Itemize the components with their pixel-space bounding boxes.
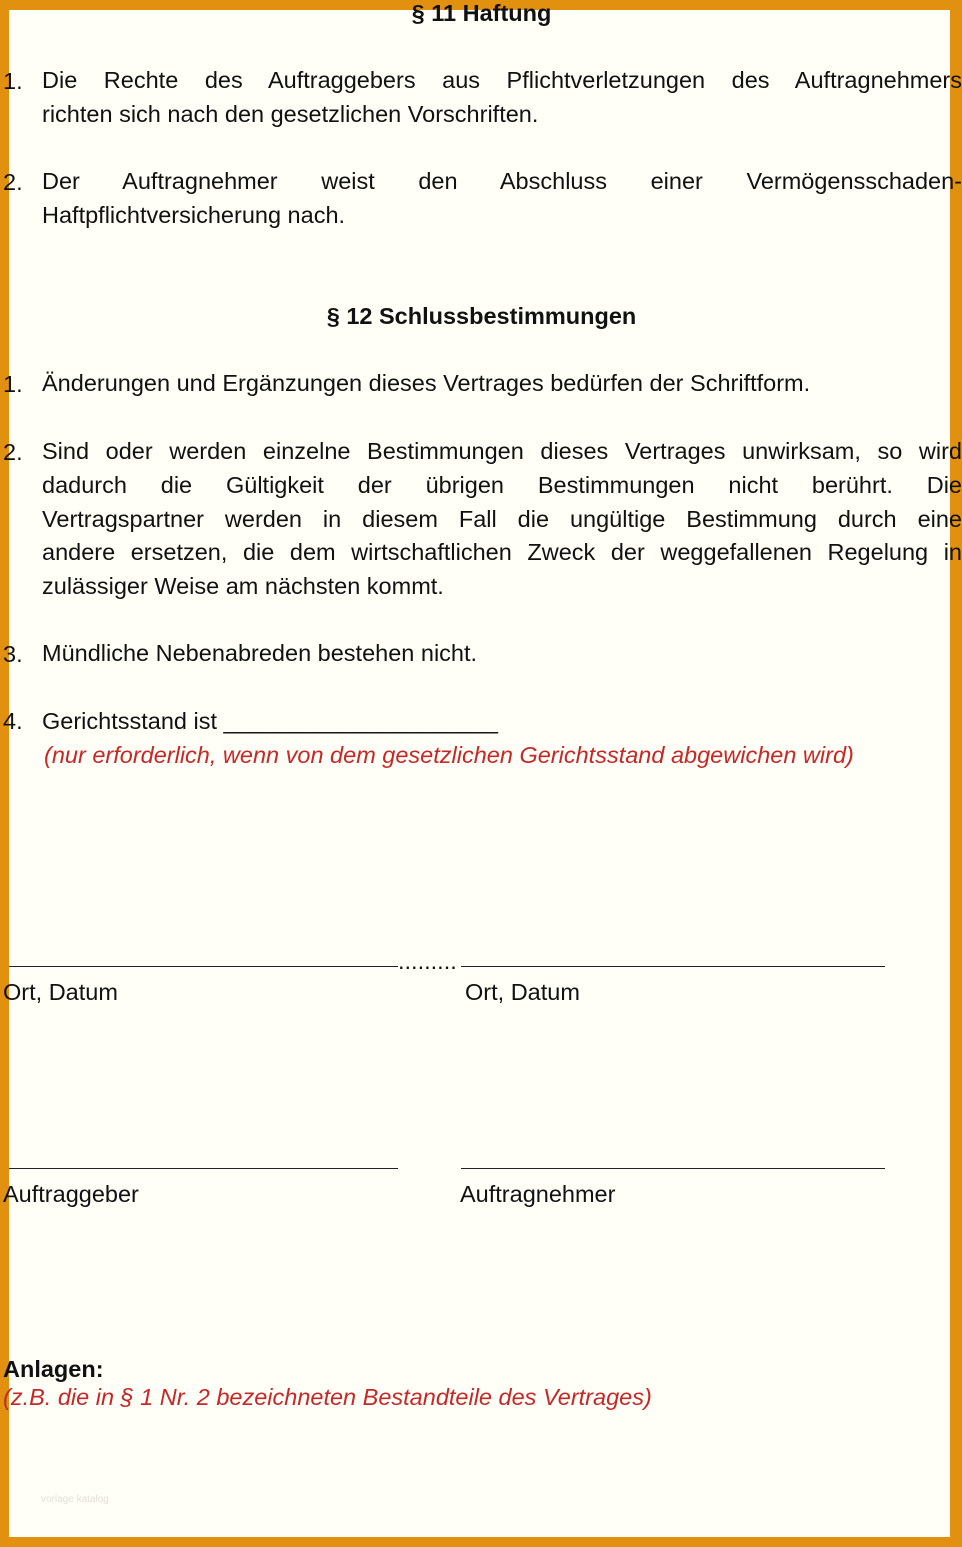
section-12-item-2: Sind oder werden einzelne Bestimmungen dieses Vertrages unwirksam, so wird dadurch die Gültigkeit der übrigen Bestimmungen nicht berührt. Die Vertragspartner werden in diesem Fall die ungültige Bestimmung durch eine andere ersetzen, die dem wirtschaftlichen Zweck der weggefallenen Regelung in zulässiger Weise am nächsten kommt. xyxy=(42,438,962,600)
item-number: 1. xyxy=(3,68,23,94)
watermark: vorlage katalog xyxy=(41,1494,109,1505)
section-11-item-1: Die Rechte des Auftraggebers aus Pflichtverletzungen des Auftragnehmers richten sich nach den gesetzlichen Vorschriften. xyxy=(42,67,962,127)
item-number: 2. xyxy=(3,169,23,195)
attachments-label: Anlagen: xyxy=(3,1356,104,1382)
client-label: Auftraggeber xyxy=(3,1181,139,1207)
section-11-item-2: Der Auftragnehmer weist den Abschluss einer Vermögensschaden- Haftpflichtversicherung nach. xyxy=(42,168,962,228)
section-12-item-1: Änderungen und Ergänzungen dieses Vertrages bedürfen der Schriftform. xyxy=(42,370,811,396)
section-12-heading: § 12 Schlussbestimmungen xyxy=(326,303,637,329)
jurisdiction-field: Gerichtsstand ist _____________________ xyxy=(42,708,499,734)
document-page xyxy=(3,0,962,1537)
dotted-separator: ......... xyxy=(398,948,457,974)
section-12-item-3: Mündliche Nebenabreden bestehen nicht. xyxy=(42,640,478,666)
item-number: 3. xyxy=(3,641,23,667)
jurisdiction-note: (nur erforderlich, wenn von dem gesetzlichen Gerichtsstand abgewichen wird) xyxy=(44,742,854,768)
signature-line-client xyxy=(9,1168,398,1169)
contractor-label: Auftragnehmer xyxy=(460,1181,616,1207)
item-number: 2. xyxy=(3,439,23,465)
attachments-note: (z.B. die in § 1 Nr. 2 bezeichneten Bestandteile des Vertrages) xyxy=(3,1384,652,1410)
signature-line-place-date-left xyxy=(9,966,398,967)
signature-line-contractor xyxy=(461,1168,885,1169)
place-date-label-right: Ort, Datum xyxy=(465,979,580,1005)
item-number: 4. xyxy=(3,708,23,734)
item-number: 1. xyxy=(3,371,23,397)
section-11-heading: § 11 Haftung xyxy=(411,0,552,26)
place-date-label-left: Ort, Datum xyxy=(3,979,118,1005)
signature-line-place-date-right xyxy=(461,966,885,967)
